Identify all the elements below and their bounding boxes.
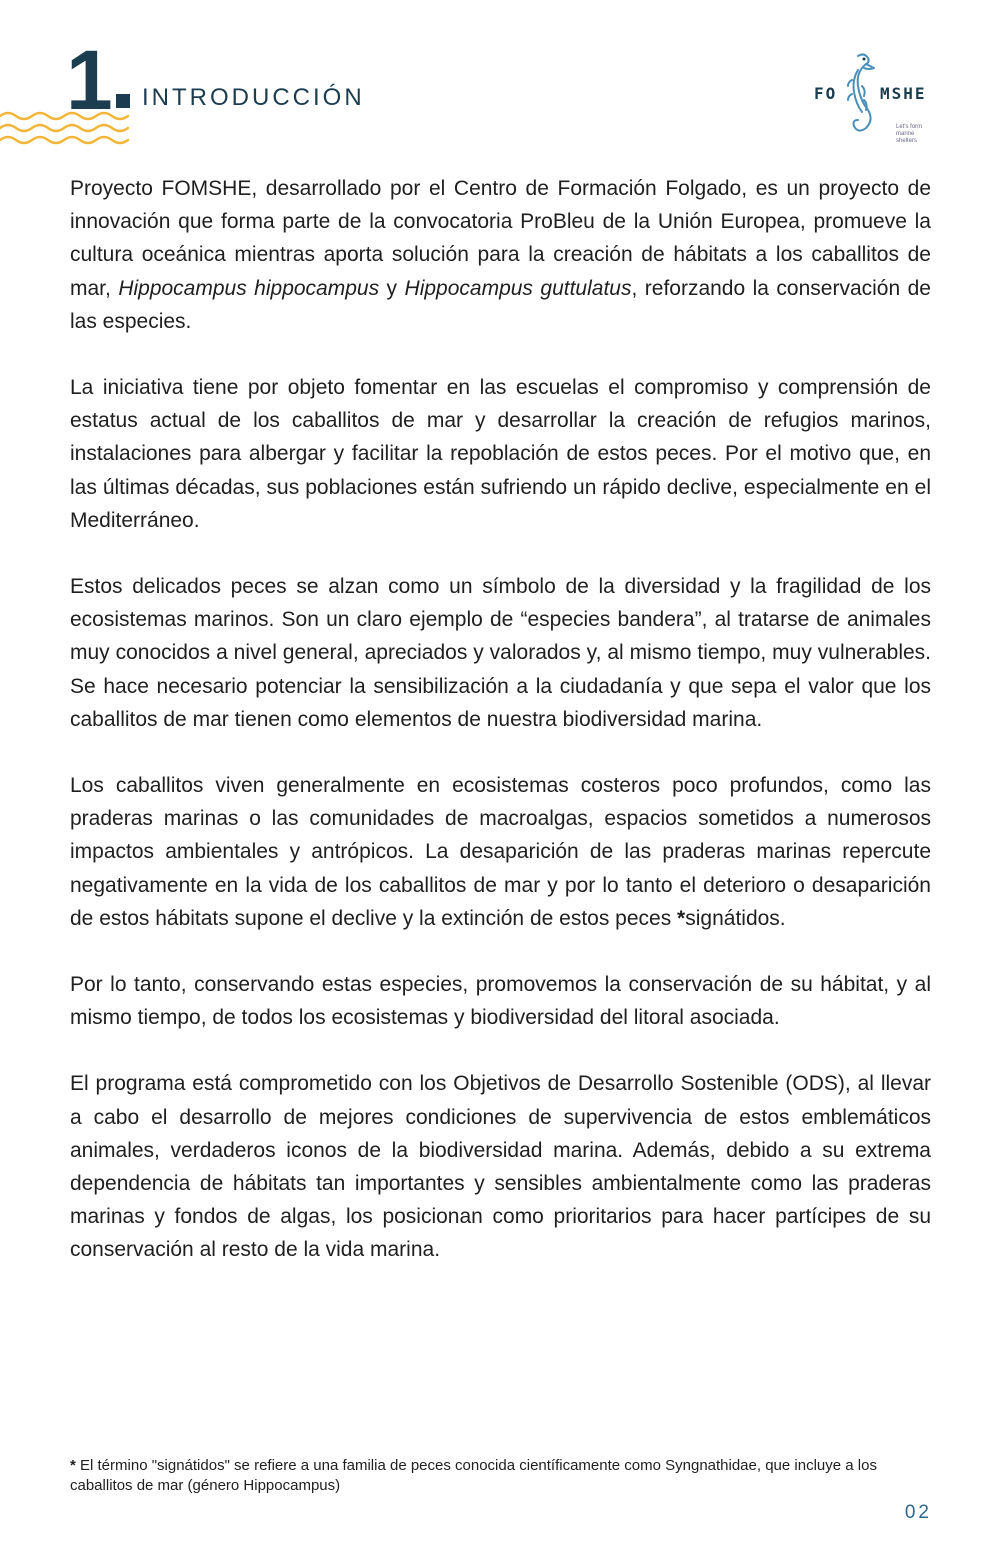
logo-text-right: MSHE (880, 84, 927, 103)
section-number-dot (116, 94, 130, 108)
paragraph-3: Estos delicados peces se alzan como un símbolo de la diversidad y la fragilidad de los ecosistemas marinos. Son un claro ejemplo de “especies bandera”, al tratarse de animales muy conocidos a nivel general, apreciados y valorados y, al mismo tiempo, muy vulnerables. Se hace necesario potenciar la sensibilización a la ciudadanía y que sepa el valor que los caballitos de mar tienen como elementos de nuestra biodiversidad marina. (70, 575, 931, 731)
paragraph-5: Por lo tanto, conservando estas especies, promovemos la conservación de su hábitat, y al mismo tiempo, de todos los ecosistemas y biodiversidad del litoral asociada. (70, 973, 931, 1030)
logo-text-left: FO (814, 84, 838, 103)
fomshe-logo (812, 50, 932, 142)
seahorse-icon (840, 50, 880, 140)
page-header (0, 0, 1000, 160)
paragraph-1: Proyecto FOMSHE, desarrollado por el Centro de Formación Folgado, es un proyecto de innovación que forma parte de la convocatoria ProBleu de la Unión Europea, promueve la cultura oceánica mientras aporta solución para la creación de hábitats a los caballitos de mar, Hippocampus hippocampus y Hippocampus guttulatus, reforzando la conservación de las especies. (70, 177, 931, 333)
footnote-text: El término "signátidos" se refiere a una familia de peces conocida científicamente como Syngnathidae, que incluye a los caballitos de mar (género Hippocampus) (70, 1457, 877, 1494)
species-name: Hippocampus guttulatus (404, 276, 632, 300)
paragraph-4: Los caballitos viven generalmente en ecosistemas costeros poco profundos, como las praderas marinas o las comunidades de macroalgas, espacios sometidos a numerosos impactos ambientales y antrópicos. La desaparición de las praderas marinas repercute negativamente en la vida de los caballitos de mar y por lo tanto el deterioro o desaparición de estos hábitats supone el declive y la extinción de estos peces *signátidos. (70, 774, 931, 930)
section-title: INTRODUCCIÓN (142, 84, 365, 111)
logo-tagline: Let's form marine shelters (896, 124, 923, 144)
body-text (70, 172, 931, 1267)
footnote-asterisk: * (70, 1457, 76, 1474)
footnote (70, 1456, 931, 1496)
paragraph-2: La iniciativa tiene por objeto fomentar en las escuelas el compromiso y comprensión de estatus actual de los caballitos de mar y desarrollar la creación de refugios marinos, instalaciones para albergar y facilitar la repoblación de estos peces. Por el motivo que, en las últimas décadas, sus poblaciones están sufriendo un rápido declive, especialmente en el Mediterráneo. (70, 376, 931, 532)
species-name: Hippocampus hippocampus (118, 276, 380, 300)
paragraph-6: El programa está comprometido con los Objetivos de Desarrollo Sostenible (ODS), al llevar a cabo el desarrollo de mejores condiciones de supervivencia de estos emblemáticos animales, verdaderos iconos de la biodiversidad marina. Además, debido a su extrema dependencia de hábitats tan importantes y sensibles ambientalmente como las praderas marinas y fondos de algas, los posicionan como prioritarios para hacer partícipes de su conservación al resto de la vida marina. (70, 1072, 931, 1262)
page-number: 02 (904, 1502, 932, 1523)
wave-decoration-icon (0, 110, 132, 150)
footnote-marker: * (677, 906, 686, 930)
section-number: 1 (66, 33, 111, 127)
